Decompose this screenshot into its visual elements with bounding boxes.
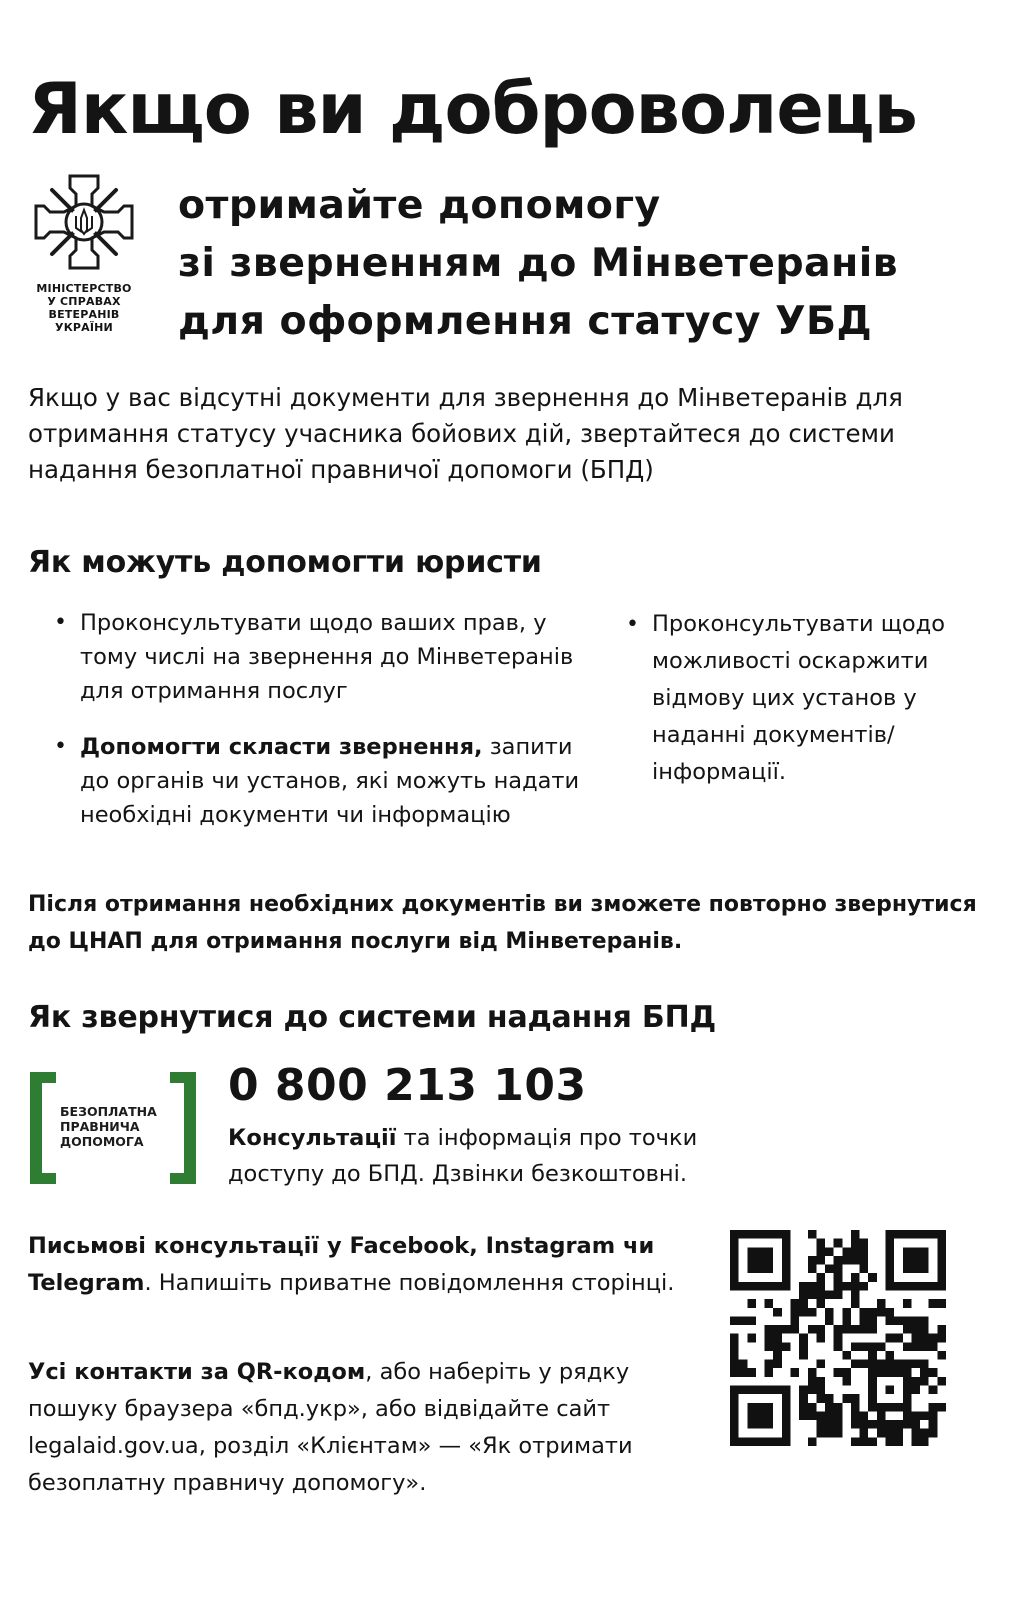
- qr-code[interactable]: [730, 1230, 946, 1446]
- bracket-left-icon: [30, 1072, 56, 1184]
- contact-heading: Як звернутися до системи надання БПД: [28, 1000, 717, 1035]
- qr-code-icon: [730, 1230, 946, 1446]
- ministry-logo: [22, 170, 146, 334]
- lawyers-list-right: [652, 606, 992, 791]
- after-documents-note: Після отримання необхідних документів ви зможете повторно звернутися до ЦНАП для отримання послуги від Мінветеранів.: [28, 892, 977, 954]
- written-consultations: Письмові консультації у Facebook, Instagram чи Telegram. Напишіть приватне повідомлення сторінці.: [28, 1233, 675, 1296]
- all-contacts: Усі контакти за QR-кодом, або наберіть у рядку пошуку браузера «бпд.укр», або відвідайте сайт legalaid.gov.ua, розділ «Клієнтам» — «Як отримати безоплатну правничу допомогу».: [28, 1359, 633, 1496]
- ministry-logo-text: МІНІСТЕРСТВО У СПРАВАХ ВЕТЕРАНІВ УКРАЇНИ: [36, 282, 132, 334]
- hotline-description: Консультації та інформація про точки доступу до БПД. Дзвінки безкоштовні.: [228, 1125, 698, 1187]
- list-item: • Проконсультувати щодо можливості оскаржити відмову цих установ у наданні документів/ інформації.: [652, 606, 992, 791]
- page-subtitle: отримайте допомогу зі зверненням до Мінветеранів для оформлення статусу УБД: [178, 182, 899, 344]
- bpd-logo: [30, 1072, 196, 1184]
- intro-paragraph: Якщо у вас відсутні документи для звернення до Мінветеранів для отримання статусу учасника бойових дій, звертайтеся до системи надання безоплатної правничої допомоги (БПД): [28, 383, 903, 484]
- ministry-emblem-icon: [32, 170, 136, 274]
- hotline-phone[interactable]: 0 800 213 103: [228, 1060, 587, 1111]
- lawyers-heading: Як можуть допомогти юристи: [28, 545, 542, 580]
- list-item: • Допомогти скласти звернення, запити до органів чи установ, які можуть надати необхідні документи чи інформацію: [80, 730, 580, 832]
- lawyers-list-left: [80, 606, 580, 832]
- bpd-logo-text: БЕЗОПЛАТНА ПРАВНИЧА ДОПОМОГА: [60, 1104, 157, 1149]
- page-title: Якщо ви доброволець: [28, 68, 917, 150]
- list-item: • Проконсультувати щодо ваших прав, у тому числі на звернення до Мінветеранів для отримання послуг: [80, 606, 580, 708]
